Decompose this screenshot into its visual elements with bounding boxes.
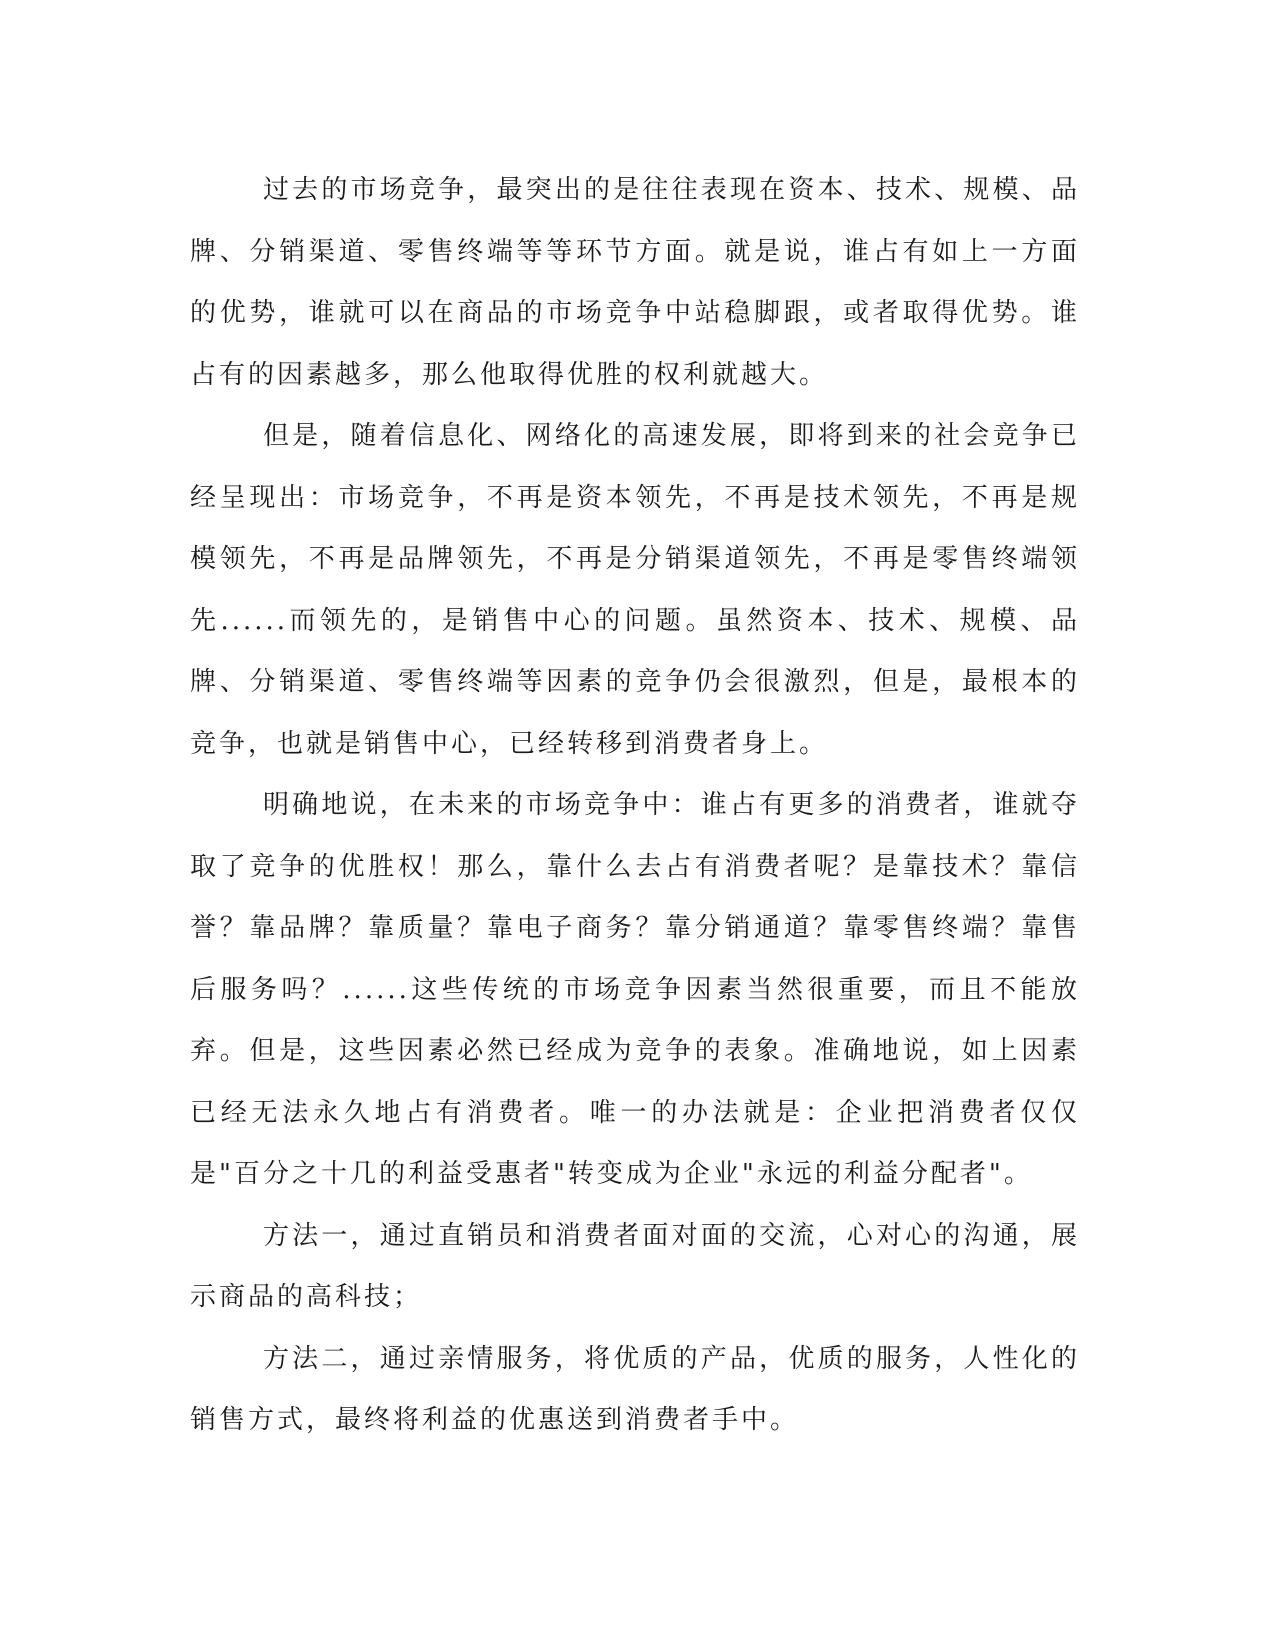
paragraph-method-one: 方法一，通过直销员和消费者面对面的交流，心对心的沟通，展示商品的高科技；	[190, 1220, 1080, 1312]
paragraph-informatization: 但是，随着信息化、网络化的高速发展，即将到来的社会竞争已经呈现出：市场竞争，不再是资本领先，不再是技术领先，不再是规模领先，不再是品牌领先，不再是分销渠道领先，不再是零售终端领先......而领先的，是销售中心的问题。虽然资本、技术、规模、品牌、分销渠道、零售终端等因素的竞争仍会很激烈，但是，最根本的竞争，也就是销售中心，已经转移到消费者身上。	[190, 421, 1080, 759]
document-body	[190, 160, 1080, 1452]
paragraph-future-competition: 明确地说，在未来的市场竞争中：谁占有更多的消费者，谁就夺取了竞争的优胜权！那么，靠什么去占有消费者呢？是靠技术？靠信誉？靠品牌？靠质量？靠电子商务？靠分销通道？靠零售终端？靠售后服务吗？......这些传统的市场竞争因素当然很重要，而且不能放弃。但是，这些因素必然已经成为竞争的表象。准确地说，如上因素已经无法永久地占有消费者。唯一的办法就是：企业把消费者仅仅是"百分之十几的利益受惠者"转变成为企业"永远的利益分配者"。	[190, 790, 1080, 1189]
paragraph-past-competition: 过去的市场竞争，最突出的是往往表现在资本、技术、规模、品牌、分销渠道、零售终端等等环节方面。就是说，谁占有如上一方面的优势，谁就可以在商品的市场竞争中站稳脚跟，或者取得优势。谁占有的因素越多，那么他取得优胜的权利就越大。	[190, 175, 1080, 390]
paragraph-method-two: 方法二，通过亲情服务，将优质的产品，优质的服务，人性化的销售方式，最终将利益的优惠送到消费者手中。	[190, 1343, 1080, 1435]
